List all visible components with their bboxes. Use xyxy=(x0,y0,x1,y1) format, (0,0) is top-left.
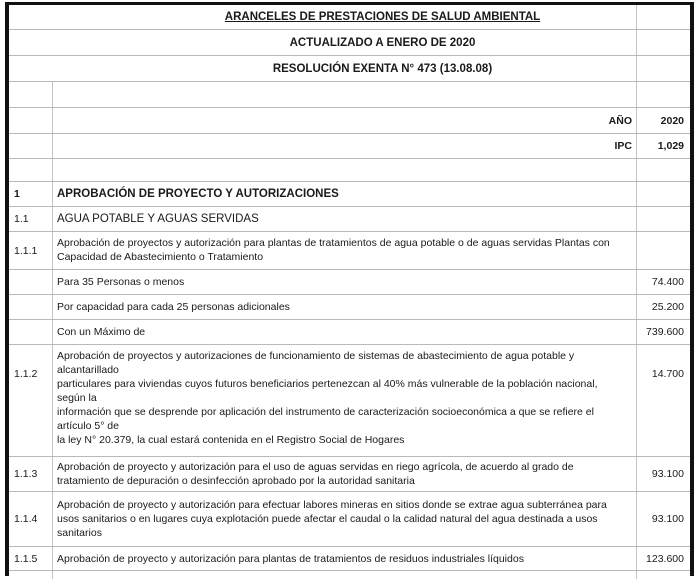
year-value-cell xyxy=(637,108,690,133)
item-value: 93.100 xyxy=(651,513,684,525)
item-value-cell xyxy=(637,345,690,456)
code-cell xyxy=(9,108,53,133)
item-value: 123.600 xyxy=(646,552,684,565)
subsection-title-cell xyxy=(53,207,637,231)
code-cell xyxy=(9,159,53,181)
subsection-code: 1.1 xyxy=(14,213,29,225)
item-description: Aprobación de proyectos y autorización para plantas de tratamientos de agua potable o de aguas servidas Plantas con Capacidad de Abastecimiento o Tratamiento xyxy=(57,237,610,263)
subsection-title: AGUA POTABLE Y AGUAS SERVIDAS xyxy=(57,213,259,225)
item-code-cell xyxy=(9,492,53,546)
header-resolution-cell xyxy=(9,56,637,81)
subitem-value-cell xyxy=(637,320,690,344)
header-title-row xyxy=(9,5,690,30)
updated-date: ACTUALIZADO A ENERO DE 2020 xyxy=(289,36,476,49)
section-code: 1 xyxy=(14,188,20,200)
ipc-value: 1,029 xyxy=(657,140,684,152)
year-label: AÑO xyxy=(608,114,632,127)
blank-row xyxy=(9,159,690,182)
value-cell xyxy=(637,82,690,107)
item-value-cell xyxy=(637,232,690,269)
year-label-cell xyxy=(53,108,637,133)
ipc-value-cell xyxy=(637,134,690,158)
item-description-cell xyxy=(53,232,637,269)
value-cell xyxy=(637,182,690,206)
item-code: 1.1.3 xyxy=(14,468,38,480)
value-cell xyxy=(637,159,690,181)
item-code-cell xyxy=(9,457,53,491)
code-cell xyxy=(9,320,53,344)
item-value-cell xyxy=(637,547,690,570)
tariff-table xyxy=(5,2,694,576)
section-code-cell xyxy=(9,182,53,206)
desc-cell xyxy=(53,159,637,181)
year-row xyxy=(9,108,690,134)
section-title-cell xyxy=(53,182,637,206)
subitem-row xyxy=(9,295,690,320)
subitem-value: 25.200 xyxy=(651,301,684,313)
code-cell xyxy=(9,134,53,158)
section-row xyxy=(9,182,690,207)
code-cell xyxy=(9,571,53,579)
item-row xyxy=(9,457,690,492)
item-description: Aprobación de proyectos y autorizaciones de funcionamiento de sistemas de abastecimiento de agua potable y alcantarillado particulares para viviendas cuyos futuros beneficiarios pertenezcan al 40% más vulnerable de la población nacional, según la información que se desprende por aplicación del instrumento de caracterización socioeconómica a que se refiere el artículo 5° de la ley N° 20.379, la cual estará contenida en el Registro Social de Hogares xyxy=(57,350,598,446)
item-description: Aprobación de proyecto y autorización para el uso de aguas servidas en riego agrícola, de acuerdo al grado de tratamiento de depuración o desinfección aprobado por la autoridad sanitaria xyxy=(57,461,574,487)
subitem-row xyxy=(9,320,690,345)
year-value: 2020 xyxy=(660,114,684,127)
item-description-cell xyxy=(53,457,637,491)
blank-row xyxy=(9,82,690,108)
item-description: Aprobación de proyecto y autorización para plantas de tratamientos de residuos industriales líquidos xyxy=(57,552,524,565)
item-description-cell xyxy=(53,492,637,546)
section-title: APROBACIÓN DE PROYECTO Y AUTORIZACIONES xyxy=(57,188,339,200)
item-value-cell xyxy=(637,457,690,491)
item-description-cell xyxy=(53,547,637,570)
subitem-description: Para 35 Personas o menos xyxy=(57,276,185,288)
item-code: 1.1.4 xyxy=(14,513,38,525)
subitem-description: Por capacidad para cada 25 personas adicionales xyxy=(57,301,290,313)
resolution-number: RESOLUCIÓN EXENTA N° 473 (13.08.08) xyxy=(272,62,493,75)
desc-cell xyxy=(53,571,637,579)
value-cell xyxy=(637,571,690,579)
item-row xyxy=(9,492,690,547)
item-code-cell xyxy=(9,345,53,456)
code-cell xyxy=(9,295,53,319)
document-title: ARANCELES DE PRESTACIONES DE SALUD AMBIENTAL xyxy=(224,11,541,23)
desc-cell xyxy=(53,82,637,107)
subitem-description: Con un Máximo de xyxy=(57,326,146,338)
item-code-cell xyxy=(9,232,53,269)
code-cell xyxy=(9,82,53,107)
subitem-description-cell xyxy=(53,295,637,319)
subitem-value-cell xyxy=(637,270,690,294)
item-row xyxy=(9,232,690,270)
ipc-label: IPC xyxy=(614,140,632,152)
item-code-cell xyxy=(9,547,53,570)
subitem-row xyxy=(9,270,690,295)
header-updated-cell xyxy=(9,30,637,55)
subitem-value: 74.400 xyxy=(651,276,684,288)
subitem-value-cell xyxy=(637,295,690,319)
header-resolution-row xyxy=(9,56,690,82)
ipc-row xyxy=(9,134,690,159)
subsection-row xyxy=(9,207,690,232)
item-code: 1.1.2 xyxy=(14,368,38,380)
subsection-code-cell xyxy=(9,207,53,231)
item-code: 1.1.1 xyxy=(14,244,38,257)
value-cell xyxy=(637,207,690,231)
code-cell xyxy=(9,270,53,294)
item-value-cell xyxy=(637,492,690,546)
item-value: 14.700 xyxy=(651,368,684,380)
subitem-description-cell xyxy=(53,320,637,344)
subitem-value: 739.600 xyxy=(646,326,684,338)
item-value: 93.100 xyxy=(651,468,684,480)
item-code: 1.1.5 xyxy=(14,552,38,565)
item-row xyxy=(9,547,690,571)
header-updated-row xyxy=(9,30,690,56)
item-description-cell xyxy=(53,345,637,456)
item-row xyxy=(9,345,690,457)
ipc-label-cell xyxy=(53,134,637,158)
trailing-row xyxy=(9,571,690,579)
subitem-description-cell xyxy=(53,270,637,294)
header-title-cell xyxy=(9,5,637,29)
item-description: Aprobación de proyecto y autorización para efectuar labores mineras en sitios donde se extrae agua subterránea para usos sanitarios o en lugares cuya explotación puede afectar el caudal o la calidad natural del agua destinada a usos sanitarios xyxy=(57,499,607,539)
